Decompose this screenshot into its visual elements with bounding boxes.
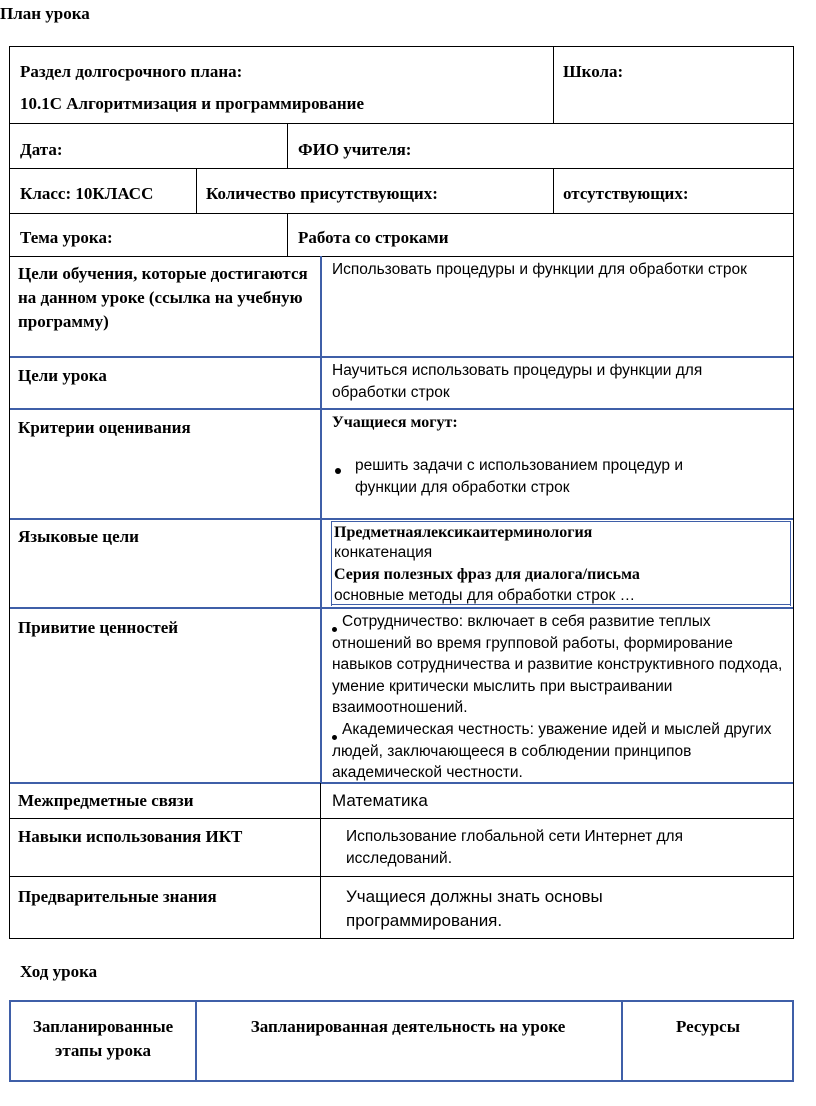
teacher-label: ФИО учителя:: [298, 140, 412, 159]
class-label: Класс: 10КЛАСС: [20, 184, 154, 203]
phrases-value: основные методы для обработки строк …: [334, 587, 636, 604]
learning-goals-label: Цели обучения, которые достигаются на данном уроке (ссылка на учебную программу): [18, 264, 308, 331]
cross-subject-label: Межпредметные связи: [18, 791, 194, 810]
col-stages-header: Запланированные этапы урока: [32, 1017, 174, 1060]
ict-label: Навыки использования ИКТ: [18, 827, 243, 846]
cross-subject-value: Математика: [332, 791, 428, 810]
language-goals-label: Языковые цели: [18, 527, 139, 546]
topic-label: Тема урока:: [20, 228, 113, 247]
bullet-icon: [335, 462, 349, 480]
criteria-item: решить задачи с использованием процедур и функции для обработки строк: [355, 457, 684, 496]
values-label: Привитие ценностей: [18, 618, 179, 637]
col-activity-header: Запланированная деятельность на уроке: [250, 1017, 566, 1036]
date-label: Дата:: [20, 140, 63, 159]
vocab-value: конкатенация: [334, 544, 433, 561]
section-label: Раздел долгосрочного плана:: [20, 62, 243, 81]
lesson-progress-title: Ход урока: [20, 962, 98, 981]
lesson-goals-value: Научиться использовать процедуры и функции для обработки строк: [332, 362, 703, 401]
values-item-1: Сотрудничество: включает в себя развитие теплых отношений во время групповой работы, формирование навыков сотрудничества и развитие конструктивного подхода, умение критически мыслить при выстраивании взаимоотношений.: [332, 613, 783, 716]
section-value: 10.1С Алгоритмизация и программирование: [20, 94, 365, 113]
ict-value: Использование глобальной сети Интернет для исследований.: [346, 828, 683, 867]
present-label: Количество присутствующих:: [206, 184, 438, 203]
page-title: План урока: [0, 4, 90, 23]
learning-goals-value: Использовать процедуры и функции для обработки строк: [332, 261, 747, 278]
school-label: Школа:: [563, 62, 624, 81]
topic-value: Работа со строками: [298, 228, 449, 247]
criteria-heading: Учащиеся могут:: [332, 414, 458, 431]
prior-knowledge-value: Учащиеся должны знать основы программирования.: [346, 887, 603, 930]
lesson-goals-label: Цели урока: [18, 366, 107, 385]
absent-label: отсутствующих:: [563, 184, 689, 203]
vocab-heading: Предметнаялексикаитерминология: [334, 524, 593, 541]
criteria-label: Критерии оценивания: [18, 418, 191, 437]
values-item-2: Академическая честность: уважение идей и мыслей других людей, заключающееся в соблюдении принципов академической честности.: [332, 721, 772, 781]
col-resources-header: Ресурсы: [675, 1017, 740, 1036]
prior-knowledge-label: Предварительные знания: [18, 887, 217, 906]
phrases-heading: Серия полезных фраз для диалога/письма: [334, 566, 640, 583]
